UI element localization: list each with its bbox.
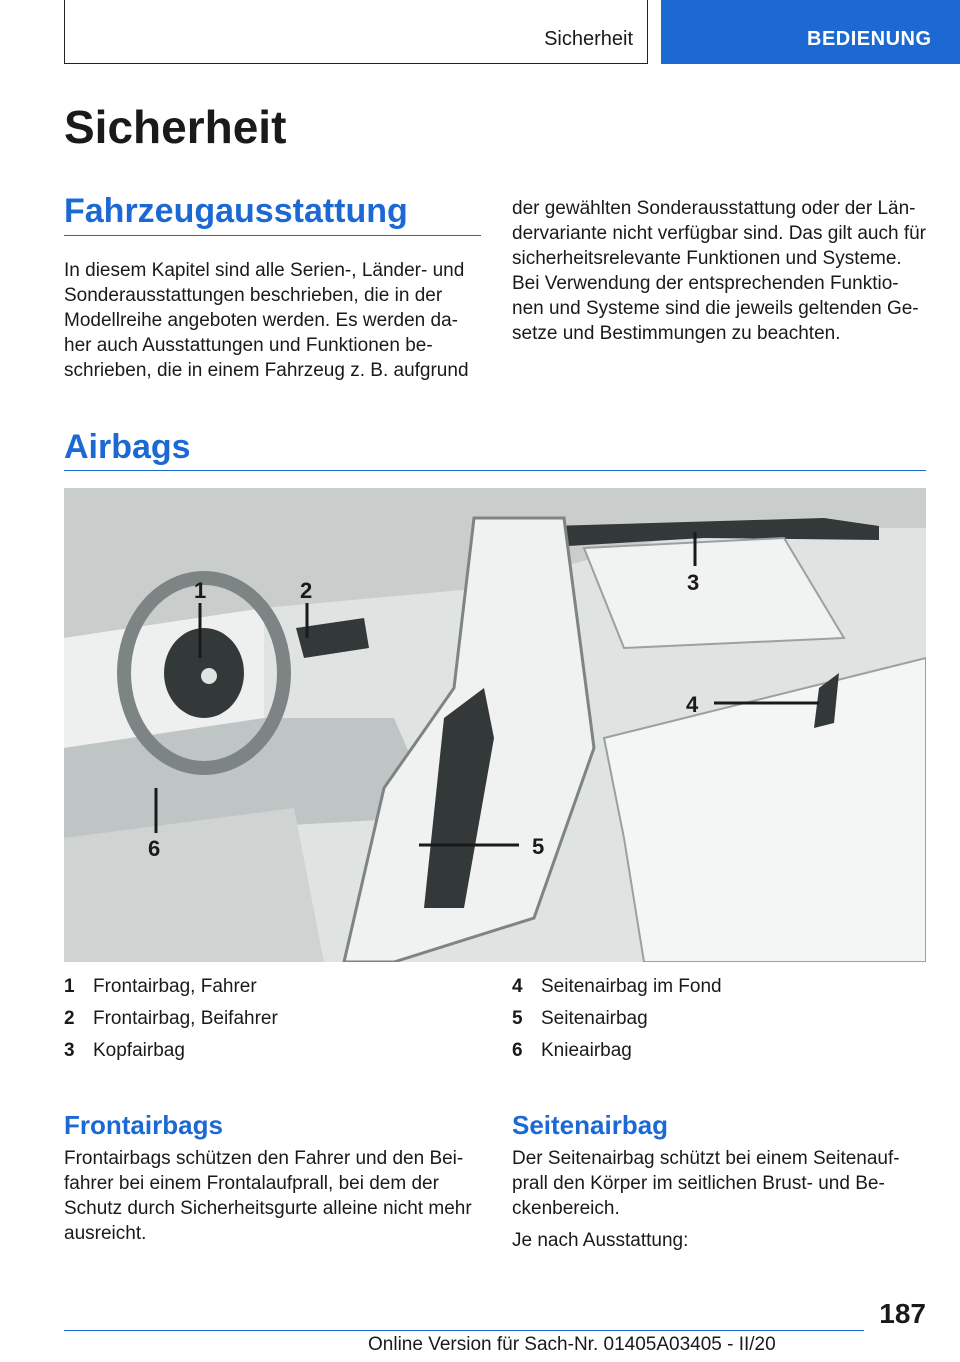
callout-1: 1 — [194, 578, 207, 603]
legend-number: 6 — [512, 1040, 523, 1061]
callout-5: 5 — [532, 834, 545, 859]
text-line: In diesem Kapitel sind alle Serien-, Länder- und — [64, 260, 465, 281]
legend-item — [512, 976, 912, 1008]
heading-fahrzeugausstattung: Fahrzeugausstattung — [64, 192, 408, 230]
text-line: dervariante nicht verfügbar sind. Das gilt auch für — [512, 223, 926, 244]
header-section-label: Sicherheit — [544, 28, 633, 50]
text-line: Der Seitenairbag schützt bei einem Seitenauf- — [512, 1148, 900, 1169]
legend-label: Frontairbag, Beifahrer — [93, 1008, 278, 1029]
callout-6: 6 — [148, 836, 161, 861]
seitenairbag-text — [512, 1146, 942, 1253]
text-line: nen und Systeme sind die jeweils geltenden Ge- — [512, 298, 919, 319]
legend-number: 4 — [512, 976, 523, 997]
legend-number: 3 — [64, 1040, 75, 1061]
text-line: Je nach Ausstattung: — [512, 1230, 689, 1251]
callout-4: 4 — [686, 692, 699, 717]
heading-rule — [64, 470, 926, 471]
airbag-illustration — [64, 488, 926, 962]
legend-label: Seitenairbag — [541, 1008, 648, 1029]
text-line: schrieben, die in einem Fahrzeug z. B. aufgrund — [64, 360, 469, 381]
callout-2: 2 — [300, 578, 313, 603]
text-line: prall den Körper im seitlichen Brust- und Be- — [512, 1173, 885, 1194]
heading-seitenairbag: Seitenairbag — [512, 1110, 669, 1140]
legend-item — [64, 1008, 464, 1040]
frontairbags-text — [64, 1146, 494, 1246]
legend-item — [512, 1040, 912, 1072]
callout-3: 3 — [687, 570, 700, 595]
text-line: Schutz durch Sicherheitsgurte alleine nicht mehr — [64, 1198, 472, 1219]
text-line: setze und Bestimmungen zu beachten. — [512, 323, 841, 344]
legend-number: 1 — [64, 976, 75, 997]
heading-frontairbags: Frontairbags — [64, 1110, 223, 1140]
text-line: Sonderausstattungen beschrieben, die in der — [64, 285, 443, 306]
footer-text: Online Version für Sach-Nr. 01405A03405 - II/20 — [368, 1334, 776, 1355]
text-line: ckenbereich. — [512, 1198, 620, 1219]
text-line: Modellreihe angeboten werden. Es werden da- — [64, 310, 458, 331]
heading-airbags: Airbags — [64, 428, 191, 466]
legend-item — [512, 1008, 912, 1040]
legend-label: Seitenairbag im Fond — [541, 976, 722, 997]
page-number: 187 — [879, 1298, 926, 1329]
text-line: her auch Ausstattungen und Funktionen be- — [64, 335, 433, 356]
legend-number: 2 — [64, 1008, 75, 1029]
legend-label: Knieairbag — [541, 1040, 632, 1061]
text-line: Bei Verwendung der entsprechenden Funktio- — [512, 273, 899, 294]
legend-left — [64, 976, 464, 1072]
footer-rule — [64, 1330, 864, 1331]
intro-right-column — [512, 196, 942, 346]
header-section-box — [64, 0, 648, 64]
text-line: ausreicht. — [64, 1223, 147, 1244]
car-interior-drawing — [64, 488, 926, 962]
header-chapter-tab — [661, 0, 960, 64]
page-title: Sicherheit — [64, 101, 287, 153]
legend-item — [64, 976, 464, 1008]
text-line: der gewählten Sonderausstattung oder der Län- — [512, 198, 916, 219]
legend-item — [64, 1040, 464, 1072]
intro-left-column — [64, 258, 484, 383]
legend-right — [512, 976, 912, 1072]
legend-label: Kopfairbag — [93, 1040, 185, 1061]
legend-label: Frontairbag, Fahrer — [93, 976, 257, 997]
text-line: sicherheitsrelevante Funktionen und Systeme. — [512, 248, 902, 269]
heading-rule — [64, 235, 481, 236]
text-line: Frontairbags schützen den Fahrer und den Bei- — [64, 1148, 464, 1169]
header-chapter-label: BEDIENUNG — [807, 28, 932, 50]
text-line: fahrer bei einem Frontalaufprall, bei dem der — [64, 1173, 439, 1194]
legend-number: 5 — [512, 1008, 523, 1029]
